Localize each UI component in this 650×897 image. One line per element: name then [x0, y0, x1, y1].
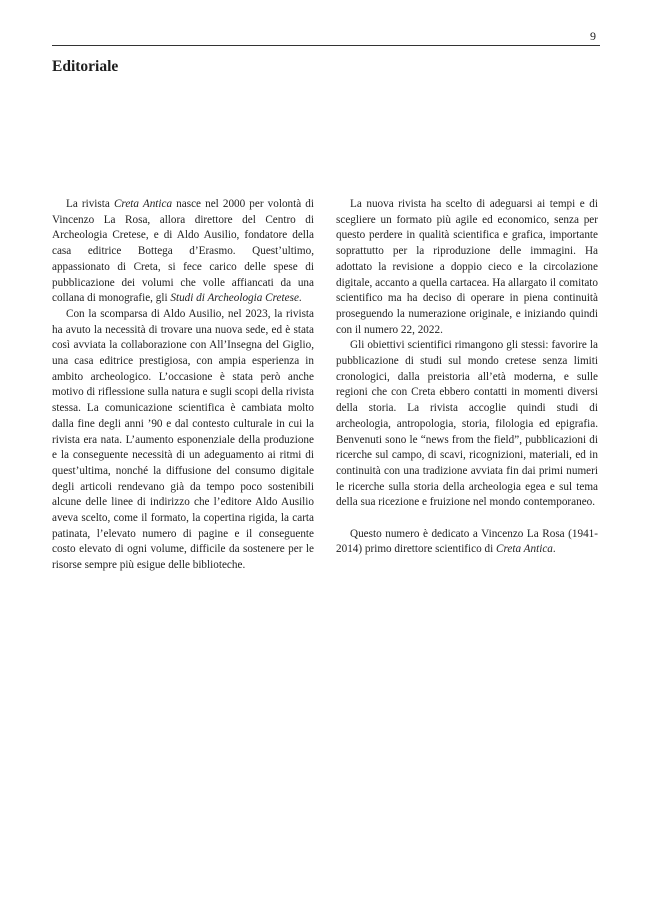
series-title: Studi di Archeologia Cretese [170, 292, 299, 305]
left-column [52, 197, 314, 574]
paragraph-dedication [336, 527, 598, 558]
text-run: Questo numero è dedicato a Vincenzo La Rosa (1941-2014) primo direttore scientifico di [336, 527, 598, 556]
page-number: 9 [590, 29, 596, 43]
right-column [336, 197, 598, 558]
paragraph-new-format: La nuova rivista ha scelto di adeguarsi ai tempi e di scegliere un formato più agile ed economico, senza per questo perdere in qualità scientifica e grafica, importante soprattutto per la riproduzione delle immagini. Ha adottato la revisione a doppio cieco e la circolazione digitale, accanto a quella cartacea. Ha allargato il comitato scientifico ma ha deciso di operare in piena continuità proseguendo la numerazione originale, e iniziando quindi con il numero 22, 2022. [336, 198, 598, 336]
header-rule [52, 45, 600, 46]
text-run: La rivista [66, 198, 114, 210]
paragraph-objectives: Gli obiettivi scientifici rimangono gli stessi: favorire la pubblicazione di studi sul mondo cretese senza limiti cronologici, dalla preistoria all’età moderna, e sulle regioni che con Creta ebbero contatti in momenti diversi della storia. La rivista accoglie quindi studi di archeologia, antropologia, storia, filologia ed epigrafia. Benvenuti sono le “news from the field”, pubblicazioni di ricerche sul campo, di scavi, ricognizioni, materiali, ed in continuità con una tradizione avviata fin dai primi numeri le ricerche sulla storia della archeologia egea e sul tema della sua ricezione e fruizione nel mondo contemporaneo. [336, 339, 598, 509]
text-run: . [298, 292, 302, 305]
text-run: . [552, 543, 556, 556]
page-title: Editoriale [52, 58, 119, 75]
paragraph-intro [52, 197, 314, 307]
text-run: nasce nel 2000 per volontà di Vincenzo La Rosa, allora direttore del Centro di Archeologia Cretese, e di Aldo Ausilio, fondatore della casa editrice Bottega d’Erasmo. Quest’ultimo, appassionato di Creta, si fece carico delle spese di pubblicazione dei volumi che volle affiancati da una collana di monografie, gli [52, 198, 315, 305]
journal-title: Creta Antica [113, 198, 173, 210]
paragraph-history: Con la scomparsa di Aldo Ausilio, nel 2023, la rivista ha avuto la necessità di trovare una nuova sede, ed è stata così avviata la collaborazione con All’Insegna del Giglio, una casa editrice prestigiosa, con ampia esperienza in ambito archeologico. L’occasione è stata però anche motivo di riflessione sulla natura e sugli scopi della rivista stessa. La comunicazione scientifica è cambiata molto dalla fine degli anni ’90 e dal contesto culturale in cui la rivista era nata. L’aumento esponenziale della produzione e la conseguente necessità di un adeguamento ai ritmi di quest’ultima, nonché la diffusione del consumo digitale degli articoli rendevano già da tempo poco sostenibili alcune delle linee di indirizzo che l’editore Aldo Ausilio aveva scelto, come il formato, la copertina rigida, la carta patinata, l’elevato numero di pagine e il conseguente costo elevato di ogni volume, difficile da sostenere per le risorse sempre più esigue delle biblioteche. [52, 307, 314, 572]
journal-title: Creta Antica [496, 543, 553, 556]
